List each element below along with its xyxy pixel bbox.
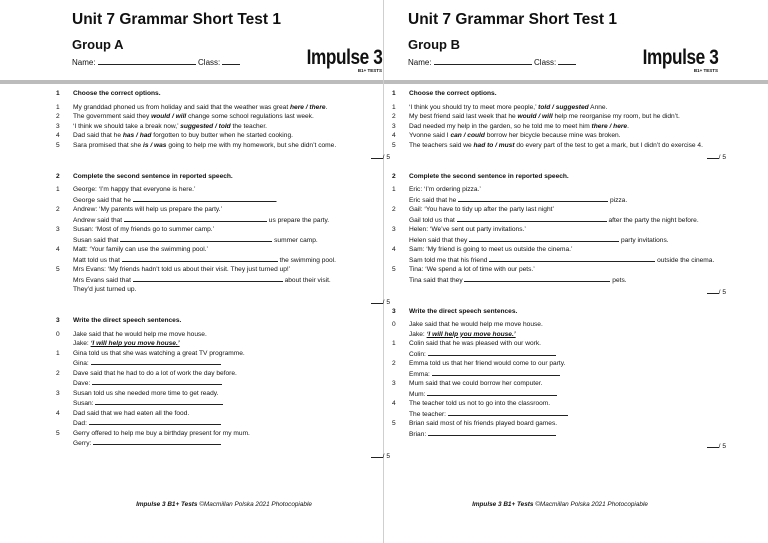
unit-title: Unit 7 Grammar Short Test 1 — [408, 11, 618, 28]
answer-blank[interactable] — [457, 215, 607, 222]
impulse-logo: Impulse 3 B1+ TESTS — [642, 46, 718, 73]
name-class-line — [72, 58, 240, 67]
group-label: Group A — [72, 37, 124, 52]
list-item: 4 Matt: ‘Your family can use the swimming pool.’ Matt told us that the swimming pool. — [56, 246, 337, 264]
unit-title: Unit 7 Grammar Short Test 1 — [72, 11, 282, 28]
class-label: Class: — [531, 58, 559, 67]
answer-options[interactable]: there / here — [591, 122, 628, 130]
list-item: 3 Susan told us she needed more time to get ready. Susan: — [48, 389, 400, 409]
answer-blank[interactable] — [469, 235, 619, 242]
list-item: 2 Gail: ‘You have to tidy up after the party last night’ Gail told us that after the party the night before. — [392, 206, 699, 224]
answer-options[interactable]: would / will — [517, 113, 553, 120]
answer-blank[interactable] — [458, 195, 608, 202]
list-item: 1 Colin said that he was pleased with our work. Colin: — [384, 339, 736, 359]
list-item: 1 My granddad phoned us from holiday and said that the weather was great here / there. — [56, 103, 328, 111]
section-choose-options: 1 Choose the correct options. 1 ‘I think you should try to meet more people,’ told / suggested Anne. 2 My best friend said last week that he would / will help me reorganise my room, but he didn’t. 3 Dad needed my help in the garden, so he told me to meet him there / here. 4 Yvonne said I can / could borrow her bicycle because mine was broken. 5 The teachers said we had to / must do every part of the test to get a mark, but I didn’t do exercise 4. / 5 — [384, 89, 736, 163]
list-item: 1 George: ‘I’m happy that everyone is here.’ George said that he . — [56, 186, 278, 204]
list-item: 5 Gerry offered to help me buy a birthday present for my mum. Gerry: — [56, 429, 250, 447]
answer-blank[interactable] — [89, 418, 221, 425]
class-label: Class: — [195, 58, 223, 67]
name-field[interactable] — [434, 58, 532, 65]
section-title: Choose the correct options. — [73, 90, 161, 97]
section-reported-speech: 2 Complete the second sentence in reported speech. 1 Eric: ‘I’m ordering pizza.’ Eric said that he pizza. 2 Gail: ‘You have to tidy up after the party last night’ Gail told us that after the party the night before. 3 Helen: ‘We’ve sent out party invitations.’ Helen said that they party invitations. 4 Sam: ‘My friend is going to meet us outside the cinema.’ Sam told me that his friend outside the cinema. 5 Tina: ‘We spend a lot of time with our pets.’ Tina said that they pets. / 5 — [384, 172, 736, 298]
score-box: / 5 — [48, 297, 400, 308]
score-box: / 5 — [384, 287, 736, 298]
impulse-logo: Impulse 3 B1+ TESTS — [306, 46, 382, 73]
list-item: 4 Dad said that he has / had forgotten to buy butter when he started cooking. — [56, 132, 293, 139]
example-item: 0 Jake said that he would help me move house. Jake: ‘I will help you move house.’ — [392, 321, 543, 338]
score-box: / 5 — [384, 441, 736, 452]
section-direct-speech: 3 Write the direct speech sentences. 0 Jake said that he would help me move house. Jake: ‘I will help you move house.’ 1 Gina told us that she was watching a great TV programme. Gina: 2 Dave said that he had to do a lot of work the day before. Dave: 3 Susan told us she needed more time to get ready. Susan: 4 Dad said that we had eaten all the food. Dad: 5 Gerry offered to help me buy a birthday present for my mum. Gerry: / 5 — [48, 316, 400, 461]
answer-blank[interactable] — [427, 389, 557, 396]
list-item: 2 Dave said that he had to do a lot of work the day before. Dave: — [56, 369, 237, 387]
list-item: 5 Mrs Evans: ‘My friends hadn’t told us about their visit. They just turned up!’ Mrs Evans said that about their visit. They’d just turned up. — [56, 266, 331, 293]
list-item: 4 Dad said that we had eaten all the food. Dad: — [48, 409, 400, 429]
score-box: / 5 — [48, 451, 400, 462]
list-item: 5 The teachers said we had to / must do every part of the test to get a mark, but I didn’t do exercise 4. — [392, 141, 703, 149]
answer-blank[interactable] — [120, 235, 272, 242]
footer-copyright: Impulse 3 B1+ Tests ©Macmillan Polska 2021 Photocopiable — [136, 501, 312, 508]
list-item: 3 Dad needed my help in the garden, so he told me to meet him there / here. — [392, 122, 629, 130]
list-item: 5 Brian said most of his friends played board games. Brian: — [392, 420, 558, 438]
answer-blank[interactable] — [489, 255, 655, 262]
answer-options[interactable]: suggested / told — [180, 122, 231, 130]
section-choose-options: 1 Choose the correct options. 1 My granddad phoned us from holiday and said that the weather was great here / there. 2 The government said they would / will change some school regulations last week. 3 ‘I think we should take a break now,’ suggested / told the teacher. 4 Dad said that he has / had forgotten to buy butter when he started cooking. 5 Sara promised that she is / was going to help me with my homework, but she didn’t come. / 5 — [48, 89, 400, 163]
answer-blank[interactable] — [124, 215, 267, 222]
answer-options[interactable]: would / will — [151, 113, 187, 120]
score-box: / 5 — [48, 152, 400, 163]
test-content — [48, 89, 400, 470]
name-class-line — [408, 58, 576, 67]
answer-blank[interactable] — [133, 275, 283, 282]
list-item: 2 My best friend said last week that he would / will help me reorganise my room, but he didn’t. — [392, 113, 680, 120]
section-title: Write the direct speech sentences. — [73, 317, 182, 324]
answer-options[interactable]: here / there — [290, 103, 326, 111]
list-item: 3 Susan: ‘Most of my friends go to summer camp.’ Susan said that summer camp. — [56, 226, 318, 244]
section-title: Write the direct speech sentences. — [409, 307, 518, 315]
answer-blank[interactable] — [133, 195, 276, 202]
test-content — [384, 89, 736, 461]
list-item: 4 The teacher told us not to go into the classroom. The teacher: — [384, 399, 736, 419]
example-answer: ‘I will help you move house.’ — [90, 340, 180, 347]
list-item: 3 Mum said that we could borrow her computer. Mum: — [384, 379, 736, 399]
example-item: 0 Jake said that he would help me move house. Jake: ‘I will help you move house.’ — [56, 330, 207, 347]
name-field[interactable] — [98, 58, 196, 65]
example-answer: ‘I will help you move house.’ — [426, 330, 516, 338]
group-label: Group B — [408, 37, 460, 52]
test-page-group-a — [48, 0, 400, 543]
answer-blank[interactable] — [428, 429, 556, 436]
list-item: 3 ‘I think we should take a break now,’ suggested / told the teacher. — [56, 122, 268, 130]
list-item: 3 Helen: ‘We’ve sent out party invitations.’ Helen said that they party invitations. — [392, 226, 669, 244]
list-item: 5 Tina: ‘We spend a lot of time with our pets.’ Tina said that they pets. — [392, 266, 627, 284]
footer-copyright: Impulse 3 B1+ Tests ©Macmillan Polska 2021 Photocopiable — [472, 501, 648, 508]
name-label: Name: — [72, 58, 98, 67]
list-item: 1 Eric: ‘I’m ordering pizza.’ Eric said that he pizza. — [392, 186, 628, 204]
class-field[interactable] — [558, 58, 576, 65]
answer-options[interactable]: has / had — [122, 132, 152, 139]
list-item: 1 Gina told us that she was watching a great TV programme. Gina: — [56, 349, 245, 367]
list-item: 5 Sara promised that she is / was going to help me with my homework, but she didn’t come. — [56, 141, 337, 149]
section-title: Choose the correct options. — [409, 90, 497, 97]
section-direct-speech: 3 Write the direct speech sentences. 0 Jake said that he would help me move house. Jake: ‘I will help you move house.’ 1 Colin said that he was pleased with our work. Colin: 2 Emma told us that her friend would come to our party. Emma: 3 Mum said that we could borrow her computer. Mum: 4 The teacher told us not to go into the classroom. The teacher: 5 Brian said most of his friends played board games. Brian: / 5 — [384, 307, 736, 452]
answer-blank[interactable] — [448, 409, 568, 416]
section-title: Complete the second sentence in reported speech. — [73, 172, 233, 180]
answer-blank[interactable] — [91, 358, 221, 365]
list-item: 2 Emma told us that her friend would come to our party. Emma: — [392, 360, 566, 378]
list-item: 1 ‘I think you should try to meet more people,’ told / suggested Anne. — [392, 103, 608, 111]
list-item: 4 Sam: ‘My friend is going to meet us outside the cinema.’ Sam told me that his friend outside the cinema. — [392, 246, 715, 264]
section-title: Complete the second sentence in reported speech. — [409, 172, 569, 180]
answer-blank[interactable] — [432, 369, 560, 376]
answer-blank[interactable] — [92, 378, 222, 385]
answer-blank[interactable] — [122, 255, 278, 262]
class-field[interactable] — [222, 58, 240, 65]
answer-blank[interactable] — [428, 349, 556, 356]
answer-options[interactable]: had to / must — [473, 141, 515, 149]
section-reported-speech: 2 Complete the second sentence in reported speech. 1 George: ‘I’m happy that everyone is here.’ George said that he . 2 Andrew: ‘My parents will help us prepare the party.’ Andrew said that us prepare the party. 3 Susan: ‘Most of my friends go to summer camp.’ Susan said that summer camp. 4 Matt: ‘Your family can use the swimming pool.’ Matt told us that the swimming pool. 5 Mrs Evans: ‘My friends hadn’t told us about their visit. They just turned up!’ Mrs Evans said that about their visit. They’d just turned up. / 5 — [48, 172, 400, 308]
list-item: 4 Yvonne said I can / could borrow her bicycle because mine was broken. — [392, 132, 621, 139]
list-item: 2 Andrew: ‘My parents will help us prepare the party.’ Andrew said that us prepare the party. — [56, 206, 330, 224]
score-box: / 5 — [384, 152, 736, 163]
answer-blank[interactable] — [95, 398, 223, 405]
test-page-group-b — [384, 0, 736, 543]
answer-blank[interactable] — [464, 275, 610, 282]
answer-options[interactable]: is / was — [143, 141, 167, 149]
answer-options[interactable]: can / could — [450, 132, 485, 139]
answer-options[interactable]: told / suggested — [538, 103, 589, 111]
answer-blank[interactable] — [93, 438, 221, 445]
list-item: 2 The government said they would / will change some school regulations last week. — [56, 113, 314, 120]
name-label: Name: — [408, 58, 434, 67]
